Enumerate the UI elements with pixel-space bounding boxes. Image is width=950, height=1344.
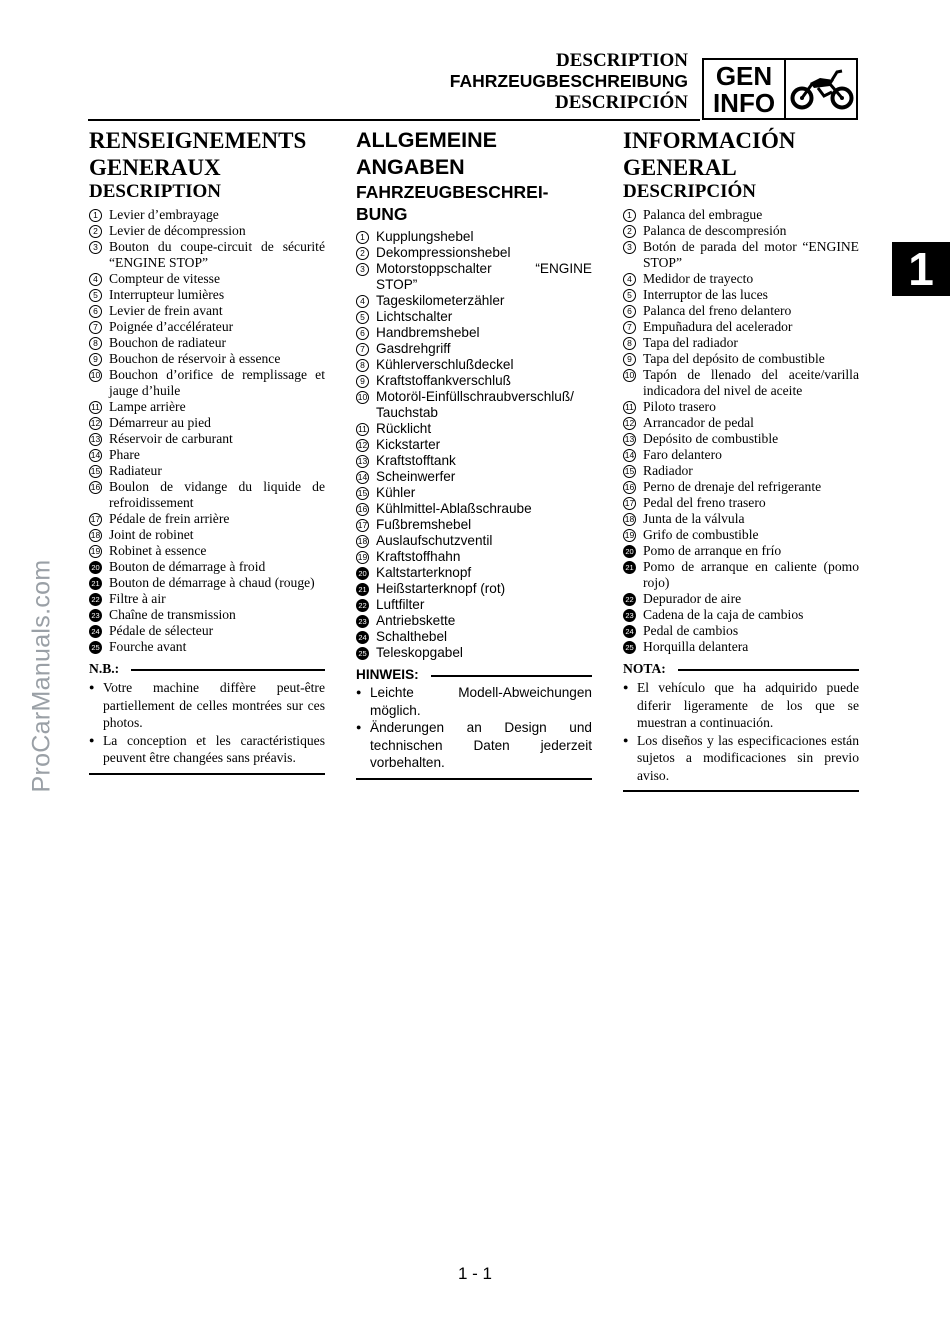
item-number: 7 (89, 321, 102, 334)
item-label: Teleskopgabel (376, 645, 463, 660)
item-label: Joint de robinet (109, 527, 194, 542)
parts-list-item (623, 239, 859, 271)
item-number: 14 (357, 472, 368, 482)
item-number: 24 (89, 625, 102, 638)
parts-list-fr (89, 207, 325, 655)
item-number: 22 (623, 593, 636, 606)
note-item: ● La conception et les caractéristiques peuvent être changées sans préavis. (89, 732, 325, 767)
note-end-rule (623, 790, 859, 792)
parts-list-item (356, 229, 592, 245)
header-title-es: DESCRIPCIÓN (554, 92, 688, 113)
parts-list-item (623, 479, 859, 495)
parts-list-item (623, 511, 859, 527)
item-label: Kraftstoffhahn (376, 549, 461, 564)
watermark: ProCarManuals.com (27, 559, 56, 793)
item-label: Levier de décompression (109, 223, 246, 238)
item-label: Kühlerverschlußdeckel (376, 357, 514, 372)
item-number: 20 (623, 545, 636, 558)
item-number: 12 (624, 418, 635, 428)
item-number: 18 (624, 514, 635, 524)
item-label: Interruptor de las luces (643, 287, 768, 302)
parts-list-item (623, 447, 859, 463)
item-number: 13 (357, 456, 368, 466)
parts-list-item (356, 373, 592, 389)
parts-list-item (623, 351, 859, 367)
parts-list-item (356, 517, 592, 533)
note-header-de (356, 667, 592, 682)
parts-list-item (623, 271, 859, 287)
item-number: 2 (356, 247, 369, 260)
note-label-es: NOTA: (623, 661, 666, 676)
parts-list-item (89, 447, 325, 463)
parts-list-item (89, 623, 325, 639)
item-label: Kühler (376, 485, 416, 500)
parts-list-item (356, 485, 592, 501)
item-number: 3 (356, 263, 369, 276)
header-title-de: FAHRZEUGBESCHREIBUNG (449, 71, 688, 91)
item-label: Motorstoppschalter “ENGINE STOP” (376, 261, 592, 292)
motorcycle-icon (790, 66, 854, 114)
item-label: Bouchon de radiateur (109, 335, 227, 350)
parts-list-item (89, 239, 325, 271)
item-number: 16 (90, 482, 101, 492)
item-number: 3 (89, 241, 102, 254)
parts-list-item (623, 287, 859, 303)
item-label: Horquilla delantera (643, 639, 749, 654)
item-number: 19 (90, 546, 101, 556)
item-number: 10 (357, 392, 368, 402)
item-label: Tapa del radiador (643, 335, 738, 350)
item-label: Kupplungshebel (376, 229, 474, 244)
item-number: 8 (356, 359, 369, 372)
item-label: Pédale de sélecteur (109, 623, 214, 638)
item-label: Chaîne de transmission (109, 607, 236, 622)
item-number: 4 (89, 273, 102, 286)
item-label: Medidor de trayecto (643, 271, 754, 286)
item-number: 24 (356, 631, 369, 644)
parts-list-item (623, 207, 859, 223)
column-french (89, 127, 325, 775)
note-item: ● Leichte Modell-Abweichungen möglich. (356, 684, 592, 719)
item-number: 19 (624, 530, 635, 540)
note-label-fr: N.B.: (89, 661, 120, 676)
item-number: 25 (89, 641, 102, 654)
parts-list-item (89, 543, 325, 559)
note-label-de: HINWEIS: (356, 667, 419, 682)
item-number: 4 (356, 295, 369, 308)
item-label: Bouton du coupe-circuit de sécurité “ENGINE STOP” (109, 239, 325, 270)
parts-list-item (356, 309, 592, 325)
item-label: Fußbremshebel (376, 517, 472, 532)
subheading-de-1: FAHRZEUGBESCHREI- (356, 182, 549, 202)
item-label: Lichtschalter (376, 309, 453, 324)
item-label: Pomo de arranque en frío (643, 543, 782, 558)
parts-list-item (623, 463, 859, 479)
item-number: 16 (624, 482, 635, 492)
item-number: 11 (623, 401, 636, 414)
item-number: 22 (356, 599, 369, 612)
item-number: 19 (357, 552, 368, 562)
section-badge (702, 58, 858, 120)
item-label: Boulon de vidange du liquide de refroidissement (109, 479, 325, 510)
subheading-es: DESCRIPCIÓN (623, 181, 757, 202)
parts-list-item (89, 511, 325, 527)
item-label: Pedal del freno trasero (643, 495, 766, 510)
item-label: Kühlmittel-Ablaßschraube (376, 501, 532, 516)
item-label: Démarreur au pied (109, 415, 211, 430)
item-number: 7 (356, 343, 369, 356)
parts-list-item (356, 501, 592, 517)
subheading-de-2: BUNG (356, 204, 408, 224)
parts-list-item (356, 293, 592, 309)
parts-list-item (89, 431, 325, 447)
item-label: Filtre à air (109, 591, 166, 606)
item-label: Luftfilter (376, 597, 425, 612)
parts-list-item (89, 319, 325, 335)
item-label: Compteur de vitesse (109, 271, 220, 286)
item-label: Grifo de combustible (643, 527, 759, 542)
parts-list-item (623, 319, 859, 335)
note-header-es (623, 661, 859, 677)
item-label: Interrupteur lumières (109, 287, 225, 302)
parts-list-item (356, 421, 592, 437)
column-spanish (623, 127, 859, 792)
item-number: 16 (357, 504, 368, 514)
parts-list-item (623, 431, 859, 447)
item-number: 25 (356, 647, 369, 660)
item-number: 5 (623, 289, 636, 302)
item-label: Radiador (643, 463, 693, 478)
parts-list-item (356, 645, 592, 661)
parts-list-item (623, 495, 859, 511)
section-badge-label: GEN INFO (704, 60, 786, 118)
item-number: 23 (356, 615, 369, 628)
parts-list-item (356, 581, 592, 597)
parts-list-item (89, 271, 325, 287)
parts-list-item (89, 367, 325, 399)
parts-list-item (356, 469, 592, 485)
item-label: Tageskilometerzähler (376, 293, 505, 308)
parts-list-item (89, 479, 325, 511)
parts-list-item (89, 415, 325, 431)
item-label: Antriebskette (376, 613, 456, 628)
item-number: 6 (356, 327, 369, 340)
note-header-fr (89, 661, 325, 677)
item-label: Perno de drenaje del refrigerante (643, 479, 822, 494)
parts-list-item (89, 287, 325, 303)
parts-list-item (356, 453, 592, 469)
parts-list-item (356, 533, 592, 549)
parts-list-item (623, 559, 859, 591)
item-number: 20 (89, 561, 102, 574)
item-number: 10 (90, 370, 101, 380)
parts-list-item (89, 639, 325, 655)
item-number: 20 (356, 567, 369, 580)
item-number: 4 (623, 273, 636, 286)
item-label: Palanca del embrague (643, 207, 763, 222)
item-number: 8 (623, 337, 636, 350)
item-number: 6 (89, 305, 102, 318)
item-label: Tapón de llenado del aceite/varilla indicadora del nivel de aceite (643, 367, 859, 398)
item-number: 2 (623, 225, 636, 238)
parts-list-es (623, 207, 859, 655)
heading-de-2: ANGABEN (356, 155, 465, 179)
item-number: 2 (89, 225, 102, 238)
parts-list-item (356, 245, 592, 261)
parts-list-item (623, 303, 859, 319)
note-item: ● Los diseños y las especificaciones están sujetos a modificaciones sin previo aviso. (623, 732, 859, 785)
parts-list-item (89, 527, 325, 543)
header-rule (88, 119, 700, 121)
parts-list-item (623, 607, 859, 623)
note-item: ● Votre machine diffère peut-être partiellement de celles montrées sur ces photos. (89, 679, 325, 732)
item-label: Depósito de combustible (643, 431, 779, 446)
item-label: Palanca de descompresión (643, 223, 787, 238)
item-label: Kickstarter (376, 437, 441, 452)
item-number: 21 (89, 577, 102, 590)
item-number: 1 (623, 209, 636, 222)
chapter-tab: 1 (892, 242, 950, 296)
item-label: Auslaufschutzventil (376, 533, 493, 548)
item-label: Dekompressionshebel (376, 245, 511, 260)
item-label: Bouton de démarrage à froid (109, 559, 266, 574)
item-number: 11 (356, 423, 369, 436)
page-number: 1 - 1 (457, 1264, 493, 1283)
item-label: Lampe arrière (109, 399, 186, 414)
item-label: Arrancador de pedal (643, 415, 754, 430)
parts-list-item (356, 597, 592, 613)
parts-list-item (623, 543, 859, 559)
item-label: Junta de la válvula (643, 511, 745, 526)
parts-list-item (356, 549, 592, 565)
item-number: 9 (89, 353, 102, 366)
item-label: Handbremshebel (376, 325, 480, 340)
item-label: Radiateur (109, 463, 162, 478)
item-number: 1 (89, 209, 102, 222)
item-number: 8 (89, 337, 102, 350)
item-number: 5 (89, 289, 102, 302)
item-label: Poignée d’accélérateur (109, 319, 234, 334)
header-titles (450, 50, 688, 113)
item-label: Heißstarterknopf (rot) (376, 581, 506, 596)
parts-list-item (356, 613, 592, 629)
item-label: Bouchon d’orifice de remplissage et jauge d’huile (109, 367, 325, 398)
item-number: 1 (356, 231, 369, 244)
item-label: Levier d’embrayage (109, 207, 219, 222)
item-number: 15 (90, 466, 101, 476)
item-label: Cadena de la caja de cambios (643, 607, 804, 622)
parts-list-item (623, 367, 859, 399)
parts-list-item (89, 351, 325, 367)
item-number: 23 (623, 609, 636, 622)
parts-list-item (356, 325, 592, 341)
heading-fr-1: RENSEIGNEMENTS (89, 128, 307, 153)
item-number: 12 (357, 440, 368, 450)
item-number: 25 (623, 641, 636, 654)
item-label: Pomo de arranque en caliente (pomo rojo) (643, 559, 859, 590)
notes-es (623, 679, 859, 784)
parts-list-item (623, 591, 859, 607)
header-title-fr: DESCRIPTION (556, 50, 688, 71)
note-rule (431, 675, 592, 677)
item-label: Kaltstarterknopf (376, 565, 472, 580)
note-rule (678, 669, 859, 671)
item-number: 21 (623, 561, 636, 574)
note-end-rule (356, 778, 592, 780)
item-number: 18 (90, 530, 101, 540)
item-label: Levier de frein avant (109, 303, 223, 318)
parts-list-item (356, 629, 592, 645)
item-label: Kraftstoffankverschluß (376, 373, 511, 388)
item-number: 14 (624, 450, 635, 460)
note-end-rule (89, 773, 325, 775)
note-rule (131, 669, 325, 671)
item-label: Phare (109, 447, 140, 462)
item-number: 15 (624, 466, 635, 476)
parts-list-item (89, 559, 325, 575)
notes-fr (89, 679, 325, 767)
parts-list-item (356, 437, 592, 453)
parts-list-item (89, 399, 325, 415)
item-label: Tapa del depósito de combustible (643, 351, 825, 366)
item-number: 18 (357, 536, 368, 546)
column-german (356, 127, 592, 780)
item-number: 3 (623, 241, 636, 254)
item-number: 10 (624, 370, 635, 380)
parts-list-item (623, 223, 859, 239)
item-number: 17 (624, 498, 635, 508)
parts-list-item (356, 261, 592, 293)
parts-list-item (356, 565, 592, 581)
heading-fr-2: GENERAUX (89, 155, 221, 180)
parts-list-item (623, 415, 859, 431)
heading-de-1: ALLGEMEINE (356, 128, 497, 152)
parts-list-item (623, 399, 859, 415)
item-label: Empuñadura del acelerador (643, 319, 793, 334)
item-number: 22 (89, 593, 102, 606)
parts-list-item (356, 389, 592, 421)
item-number: 21 (356, 583, 369, 596)
parts-list-item (89, 463, 325, 479)
item-number: 13 (90, 434, 101, 444)
item-number: 5 (356, 311, 369, 324)
item-label: Palanca del freno delantero (643, 303, 792, 318)
parts-list-item (89, 575, 325, 591)
item-label: Pédale de frein arrière (109, 511, 230, 526)
parts-list-item (89, 591, 325, 607)
item-label: Gasdrehgriff (376, 341, 451, 356)
heading-es-2: GENERAL (623, 155, 737, 180)
parts-list-item (89, 607, 325, 623)
notes-de (356, 684, 592, 772)
heading-es-1: INFORMACIÓN (623, 128, 796, 153)
parts-list-item (89, 223, 325, 239)
item-number: 17 (357, 520, 368, 530)
parts-list-de (356, 229, 592, 661)
note-item: ● El vehículo que ha adquirido puede diferir ligeramente de los que se muestran a continuación. (623, 679, 859, 732)
item-label: Motoröl-Einfüllschraubverschluß/ Tauchstab (376, 389, 574, 420)
item-number: 9 (356, 375, 369, 388)
subheading-fr: DESCRIPTION (89, 181, 221, 202)
item-label: Réservoir de carburant (109, 431, 233, 446)
item-number: 11 (89, 401, 102, 414)
item-number: 15 (357, 488, 368, 498)
item-label: Rücklicht (376, 421, 432, 436)
parts-list-item (623, 527, 859, 543)
item-label: Faro delantero (643, 447, 722, 462)
parts-list-item (356, 357, 592, 373)
item-number: 17 (90, 514, 101, 524)
parts-list-item (623, 335, 859, 351)
item-number: 7 (623, 321, 636, 334)
item-label: Bouchon de réservoir à essence (109, 351, 281, 366)
item-label: Piloto trasero (643, 399, 716, 414)
parts-list-item (356, 341, 592, 357)
item-label: Robinet à essence (109, 543, 207, 558)
item-number: 9 (623, 353, 636, 366)
item-label: Schalthebel (376, 629, 448, 644)
parts-list-item (623, 639, 859, 655)
item-label: Pedal de cambios (643, 623, 739, 638)
item-number: 23 (89, 609, 102, 622)
parts-list-item (89, 303, 325, 319)
item-number: 6 (623, 305, 636, 318)
item-label: Bouton de démarrage à chaud (rouge) (109, 575, 315, 590)
item-number: 12 (90, 418, 101, 428)
item-label: Scheinwerfer (376, 469, 456, 484)
parts-list-item (89, 335, 325, 351)
item-number: 24 (623, 625, 636, 638)
item-label: Kraftstofftank (376, 453, 456, 468)
item-label: Botón de parada del motor “ENGINE STOP” (643, 239, 859, 270)
item-number: 13 (624, 434, 635, 444)
parts-list-item (623, 623, 859, 639)
item-number: 14 (90, 450, 101, 460)
item-label: Depurador de aire (643, 591, 742, 606)
parts-list-item (89, 207, 325, 223)
item-label: Fourche avant (109, 639, 187, 654)
note-item: ● Änderungen an Design und technischen Daten jederzeit vorbehalten. (356, 719, 592, 772)
